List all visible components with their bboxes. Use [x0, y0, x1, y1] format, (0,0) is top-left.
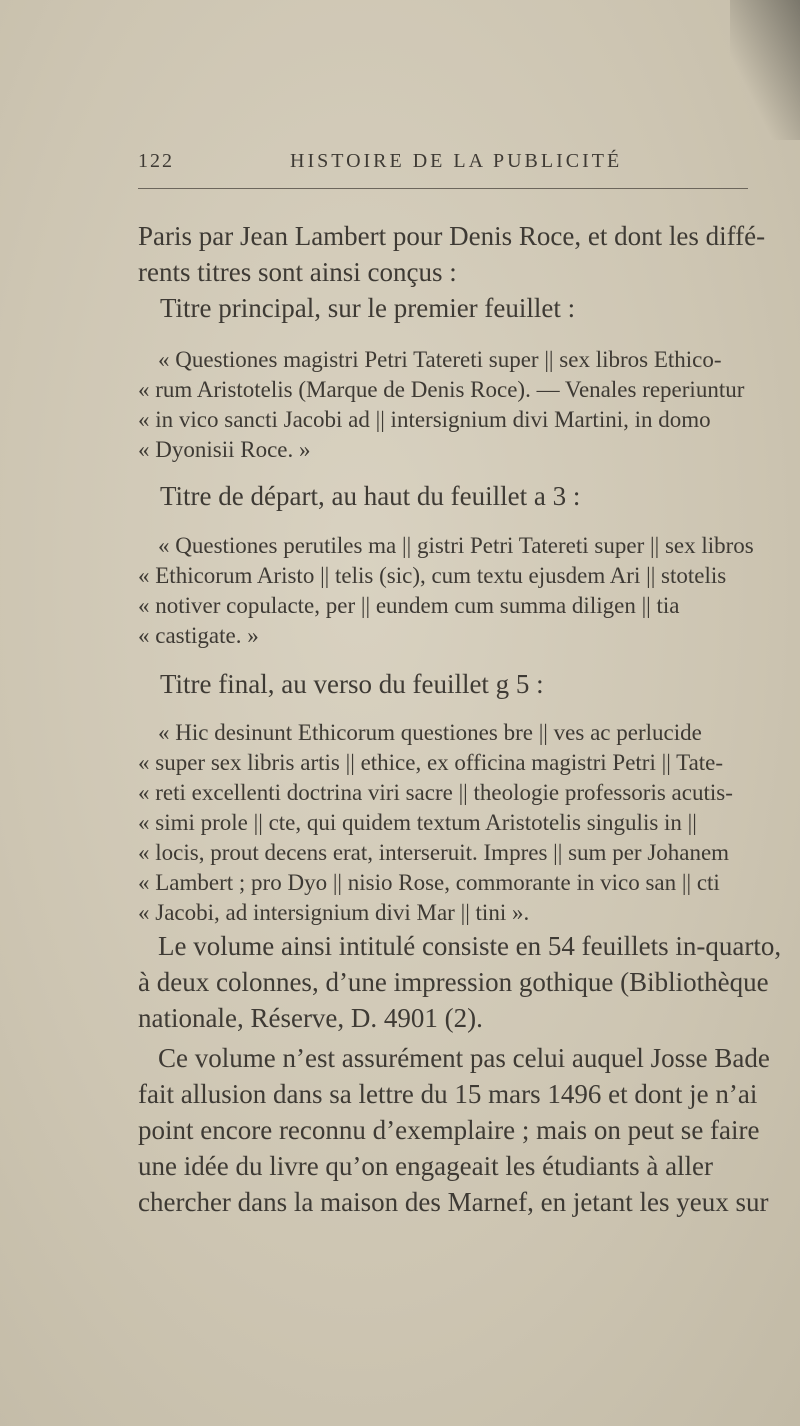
body-paragraph-2 — [138, 1040, 770, 1220]
intro-paragraph — [138, 218, 766, 290]
quote-line: « notiver copulacte, per || eundem cum summa diligen || tia — [138, 593, 680, 618]
quote-line: « reti excellenti doctrina viri sacre || theologie professoris acutis- — [138, 780, 733, 805]
quote-titre-depart — [138, 531, 754, 651]
text-line: Paris par Jean Lambert pour Denis Roce, et dont les diffé- — [138, 221, 766, 251]
section-label-titre-principal: Titre principal, sur le premier feuillet : — [160, 293, 576, 323]
body-paragraph-1 — [138, 928, 782, 1036]
quote-line: « locis, prout decens erat, interseruit. Impres || sum per Johanem — [138, 840, 730, 865]
quote-line: « rum Aristotelis (Marque de Denis Roce). — Venales reperiuntur — [138, 377, 745, 402]
quote-line: « simi prole || cte, qui quidem textum Aristotelis singulis in || — [138, 810, 697, 835]
text-line: rents titres sont ainsi conçus : — [138, 257, 457, 287]
section-label-titre-final: Titre final, au verso du feuillet g 5 : — [160, 669, 544, 699]
quote-line: « castigate. » — [138, 623, 259, 648]
quote-line: « Jacobi, ad intersignium divi Mar || tini ». — [138, 900, 530, 925]
page-number: 122 — [138, 150, 174, 172]
quote-line: « Questiones perutiles ma || gistri Petri Tatereti super || sex libros — [158, 533, 754, 558]
section-label-titre-depart: Titre de départ, au haut du feuillet a 3 : — [160, 481, 581, 511]
quote-line: « Hic desinunt Ethicorum questiones bre || ves ac perlucide — [158, 720, 702, 745]
quote-line: « Questiones magistri Petri Tatereti super || sex libros Ethico- — [158, 347, 722, 372]
quote-line: « Lambert ; pro Dyo || nisio Rose, commorante in vico san || cti — [138, 870, 720, 895]
text-line: à deux colonnes, d’une impression gothique (Bibliothèque — [138, 967, 769, 997]
text-line: une idée du livre qu’on engageait les étudiants à aller — [138, 1151, 714, 1181]
text-line: chercher dans la maison des Marnef, en jetant les yeux sur — [138, 1187, 769, 1217]
quote-line: « super sex libris artis || ethice, ex officina magistri Petri || Tate- — [138, 750, 724, 775]
text-line: point encore reconnu d’exemplaire ; mais on peut se faire — [138, 1115, 760, 1145]
quote-line: « in vico sancti Jacobi ad || intersignium divi Martini, in domo — [138, 407, 711, 432]
running-title: HISTOIRE DE LA PUBLICITÉ — [290, 150, 623, 172]
page-corner-shadow — [730, 0, 800, 140]
text-line: Le volume ainsi intitulé consiste en 54 feuillets in-quarto, — [158, 931, 782, 961]
text-line: fait allusion dans sa lettre du 15 mars 1496 et dont je n’ai — [138, 1079, 758, 1109]
quote-titre-final — [138, 718, 750, 928]
quote-line: « Ethicorum Aristo || telis (sic), cum textu ejusdem Ari || stotelis — [138, 563, 727, 588]
text-line: nationale, Réserve, D. 4901 (2). — [138, 1003, 483, 1033]
page-header — [138, 150, 748, 180]
quote-titre-principal — [138, 345, 750, 465]
header-rule — [138, 188, 748, 189]
text-line: Ce volume n’est assurément pas celui auquel Josse Bade — [158, 1043, 770, 1073]
quote-line: « Dyonisii Roce. » — [138, 437, 311, 462]
